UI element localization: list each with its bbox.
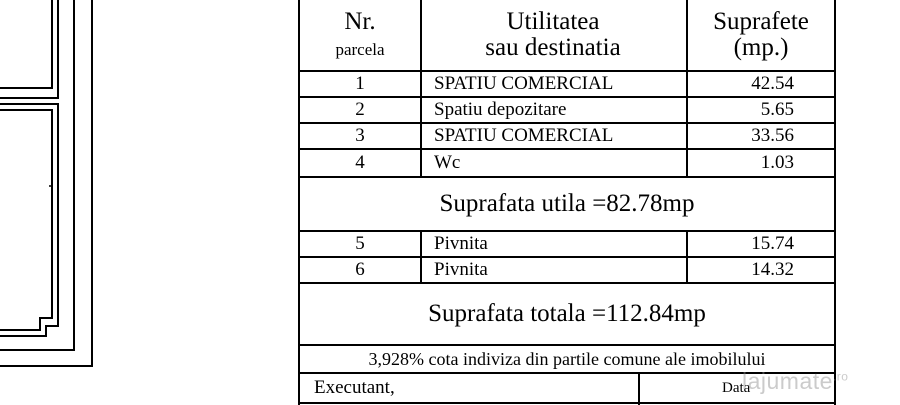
- table-row: [300, 232, 834, 256]
- floor-plan-fragment: [0, 0, 110, 405]
- row-nr: 4: [355, 152, 365, 173]
- watermark-logo: [742, 368, 848, 395]
- header-nr-parcela: [300, 0, 420, 70]
- row-nr: 6: [355, 259, 365, 280]
- header-suprafete-label: Suprafete: [713, 8, 809, 35]
- row-suprafata: 33.56: [751, 125, 794, 146]
- executant-label: Executant,: [314, 377, 395, 398]
- total-row: [300, 284, 834, 344]
- row-nr: 3: [355, 125, 365, 146]
- row-destinatia: SPATIU COMERCIAL: [434, 73, 614, 94]
- subtotal-text: Suprafata utila =82.78mp: [439, 190, 695, 217]
- header-parcela-label: parcela: [335, 40, 385, 59]
- header-destinatia-label: sau destinatia: [485, 34, 621, 61]
- header-utilitatea-label: Utilitatea: [506, 8, 600, 35]
- header-suprafete: [686, 0, 836, 70]
- row-destinatia: Spatiu depozitare: [434, 99, 567, 120]
- header-utilitatea: [420, 0, 686, 70]
- row-suprafata: 42.54: [751, 73, 794, 94]
- total-text: Suprafata totala =112.84mp: [428, 300, 706, 327]
- subtotal-row: [300, 178, 834, 230]
- quota-note: 3,928% cota indiviza din partile comune ale imobilului: [368, 348, 766, 369]
- table-row: [300, 72, 834, 96]
- row-destinatia: Pivnita: [434, 233, 488, 254]
- row-nr: 2: [355, 99, 365, 120]
- watermark-name: lajumate: [742, 368, 833, 394]
- area-table: [298, 0, 836, 405]
- row-nr: 1: [355, 73, 365, 94]
- date-label: Data: [722, 379, 751, 396]
- watermark-suffix: .ro: [832, 369, 849, 384]
- row-destinatia: Wc: [434, 152, 461, 173]
- table-row: [300, 150, 834, 176]
- table-row: [300, 258, 834, 282]
- row-nr: 5: [355, 233, 365, 254]
- row-suprafata: 15.74: [751, 233, 794, 254]
- row-suprafata: 14.32: [751, 259, 794, 280]
- header-nr-label: Nr.: [344, 8, 376, 35]
- row-destinatia: SPATIU COMERCIAL: [434, 125, 614, 146]
- floor-plan-drawing: [0, 0, 110, 405]
- row-suprafata: 1.03: [760, 152, 794, 173]
- table-row: [300, 98, 834, 122]
- table-row: [300, 124, 834, 148]
- table-header-row: [300, 0, 834, 70]
- row-destinatia: Pivnita: [434, 259, 488, 280]
- row-suprafata: 5.65: [760, 99, 794, 120]
- header-mp-label: (mp.): [733, 34, 789, 61]
